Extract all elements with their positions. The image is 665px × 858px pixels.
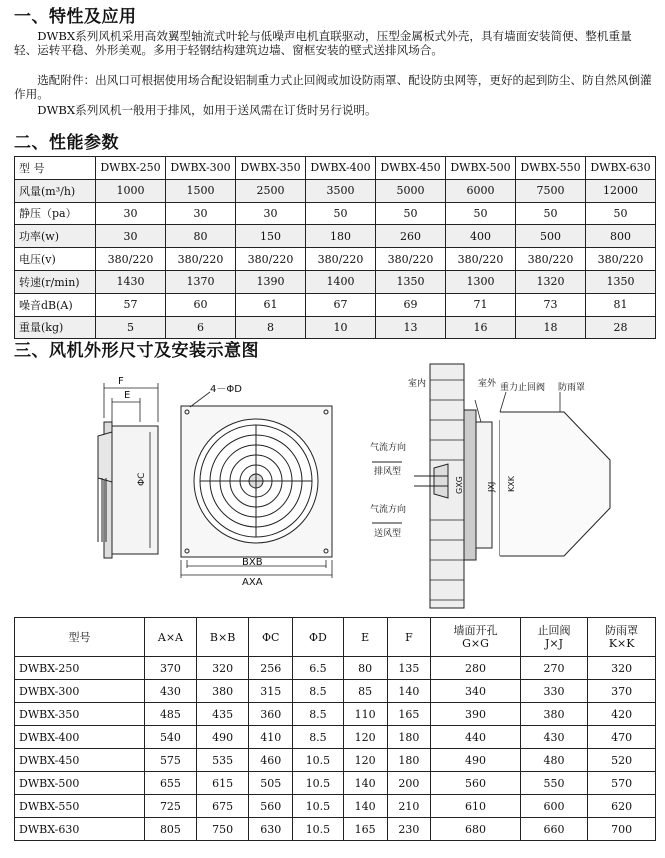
performance-cell: 180 xyxy=(306,225,376,248)
dimension-cell: 470 xyxy=(588,726,656,749)
dimension-row xyxy=(15,726,656,749)
section-2-title: 二、性能参数 xyxy=(14,133,119,153)
dimension-cell: 390 xyxy=(431,703,520,726)
performance-cell: 13 xyxy=(376,316,446,339)
dimension-cell: 380 xyxy=(520,703,588,726)
dimension-header-row xyxy=(15,618,656,657)
dimension-model-cell: DWBX-500 xyxy=(15,772,145,795)
dim-axa-label: AXA xyxy=(242,577,263,588)
dimension-cell: 360 xyxy=(249,703,293,726)
dim-kxk-label: KXK xyxy=(507,476,516,492)
performance-cell: 1320 xyxy=(516,270,586,293)
fan-dimension-diagram xyxy=(0,360,665,610)
performance-cell: 7500 xyxy=(516,179,586,202)
performance-cell: 30 xyxy=(96,225,166,248)
performance-cell: 380/220 xyxy=(306,248,376,271)
dimension-model-cell: DWBX-250 xyxy=(15,657,145,680)
performance-row xyxy=(15,248,656,271)
dimension-cell: 315 xyxy=(249,680,293,703)
performance-cell: 57 xyxy=(96,293,166,316)
dimension-header-title: ΦD xyxy=(309,630,327,644)
performance-cell: 50 xyxy=(306,202,376,225)
performance-header-model: DWBX-400 xyxy=(306,157,376,180)
dimension-header-title: F xyxy=(405,630,413,644)
feature-paragraph: DWBX系列风机采用高效翼型轴流式叶轮与低噪声电机直联驱动，压型金属板式外壳，具有墙面安装简便、整机重量轻、运转平稳、外形美观。多用于轻钢结构建筑边墙、窗框安装的壁式送排风场合。 xyxy=(14,29,632,58)
dimension-cell: 655 xyxy=(144,772,196,795)
dimension-cell: 570 xyxy=(588,772,656,795)
performance-cell: 1000 xyxy=(96,179,166,202)
performance-row-label: 噪音dB(A) xyxy=(15,293,96,316)
dimension-header-title: E xyxy=(361,630,370,644)
dimension-header-title: 止回阀 xyxy=(537,624,571,637)
dim-phic-label: ΦC xyxy=(137,472,147,486)
label-supply: 送风型 xyxy=(374,529,402,539)
performance-header-row xyxy=(15,157,656,180)
dimension-cell: 85 xyxy=(343,680,387,703)
dim-gxg-label: GXG xyxy=(455,476,464,494)
dimension-row xyxy=(15,772,656,795)
dimension-cell: 420 xyxy=(588,703,656,726)
performance-row xyxy=(15,225,656,248)
dimension-cell: 340 xyxy=(431,680,520,703)
performance-cell: 60 xyxy=(166,293,236,316)
performance-row-label: 转速(r/min) xyxy=(15,270,96,293)
dimension-header-cell xyxy=(249,618,293,657)
performance-cell: 150 xyxy=(236,225,306,248)
dim-jxj-label: JXJ xyxy=(487,481,496,492)
dimension-cell: 210 xyxy=(387,795,431,818)
dimension-cell: 370 xyxy=(588,680,656,703)
performance-cell: 380/220 xyxy=(586,248,656,271)
dimension-cell: 480 xyxy=(520,749,588,772)
side-view xyxy=(98,383,158,558)
performance-cell: 30 xyxy=(236,202,306,225)
performance-row xyxy=(15,270,656,293)
dimension-cell: 10.5 xyxy=(293,772,344,795)
dimension-row xyxy=(15,795,656,818)
dimension-cell: 620 xyxy=(588,795,656,818)
performance-row xyxy=(15,202,656,225)
front-view xyxy=(181,392,332,578)
dimension-row xyxy=(15,749,656,772)
performance-header-model: DWBX-630 xyxy=(586,157,656,180)
dimension-cell: 505 xyxy=(249,772,293,795)
performance-cell: 2500 xyxy=(236,179,306,202)
performance-cell: 1350 xyxy=(376,270,446,293)
performance-cell: 3500 xyxy=(306,179,376,202)
dimension-cell: 550 xyxy=(520,772,588,795)
performance-cell: 28 xyxy=(586,316,656,339)
dimension-header-cell xyxy=(520,618,588,657)
performance-cell: 500 xyxy=(516,225,586,248)
dimension-cell: 6.5 xyxy=(293,657,344,680)
dimension-cell: 8.5 xyxy=(293,703,344,726)
dimension-table xyxy=(14,617,656,841)
dimension-model-cell: DWBX-550 xyxy=(15,795,145,818)
dim-f-label: F xyxy=(118,376,124,387)
performance-cell: 6000 xyxy=(446,179,516,202)
label-outdoor: 室外 xyxy=(478,379,497,389)
performance-cell: 50 xyxy=(376,202,446,225)
dimension-cell: 165 xyxy=(387,703,431,726)
dimension-cell: 120 xyxy=(343,749,387,772)
dim-e-label: E xyxy=(124,390,131,401)
performance-header-model: DWBX-450 xyxy=(376,157,446,180)
performance-cell: 380/220 xyxy=(376,248,446,271)
performance-row xyxy=(15,179,656,202)
usage-paragraph: DWBX系列风机一般用于排风，如用于送风需在订货时另行说明。 xyxy=(37,103,377,117)
performance-cell: 1390 xyxy=(236,270,306,293)
performance-cell: 16 xyxy=(446,316,516,339)
dimension-cell: 435 xyxy=(196,703,248,726)
performance-cell: 1370 xyxy=(166,270,236,293)
performance-cell: 1300 xyxy=(446,270,516,293)
dimension-cell: 750 xyxy=(196,818,248,841)
performance-cell: 400 xyxy=(446,225,516,248)
performance-header-model: DWBX-500 xyxy=(446,157,516,180)
performance-cell: 1350 xyxy=(586,270,656,293)
performance-row-label: 重量(kg) xyxy=(15,316,96,339)
dimension-cell: 230 xyxy=(387,818,431,841)
accessory-paragraph: 选配附件：出风口可根据使用场合配设铝制重力式止回阀或加设防雨罩、配设防虫网等，更好的起到防尘、防自然风倒灌作用。 xyxy=(14,73,652,102)
dimension-header-cell xyxy=(196,618,248,657)
dimension-cell: 660 xyxy=(520,818,588,841)
dimension-cell: 680 xyxy=(431,818,520,841)
dimension-cell: 575 xyxy=(144,749,196,772)
performance-cell: 81 xyxy=(586,293,656,316)
dimension-cell: 430 xyxy=(144,680,196,703)
dimension-header-cell xyxy=(343,618,387,657)
dimension-header-subtitle: J×J xyxy=(545,637,564,650)
performance-cell: 260 xyxy=(376,225,446,248)
dimension-header-title: B×B xyxy=(209,630,236,644)
performance-cell: 50 xyxy=(446,202,516,225)
dimension-cell: 490 xyxy=(431,749,520,772)
dimension-cell: 135 xyxy=(387,657,431,680)
performance-cell: 380/220 xyxy=(166,248,236,271)
dimension-cell: 165 xyxy=(343,818,387,841)
dimension-cell: 270 xyxy=(520,657,588,680)
dimension-cell: 120 xyxy=(343,726,387,749)
dimension-cell: 410 xyxy=(249,726,293,749)
performance-cell: 380/220 xyxy=(236,248,306,271)
dimension-cell: 256 xyxy=(249,657,293,680)
dimension-header-title: 型号 xyxy=(68,630,91,644)
performance-cell: 380/220 xyxy=(446,248,516,271)
performance-row xyxy=(15,293,656,316)
dimension-header-title: 墙面开孔 xyxy=(453,624,498,637)
dim-bxb-label: BXB xyxy=(242,557,263,568)
dimension-header-subtitle: G×G xyxy=(462,637,489,650)
dimension-cell: 140 xyxy=(343,772,387,795)
dimension-model-cell: DWBX-400 xyxy=(15,726,145,749)
dimension-model-cell: DWBX-300 xyxy=(15,680,145,703)
dimension-cell: 330 xyxy=(520,680,588,703)
dimension-cell: 10.5 xyxy=(293,795,344,818)
performance-row-label: 静压（pa） xyxy=(15,202,96,225)
dimension-header-title: ΦC xyxy=(262,630,280,644)
dimension-row xyxy=(15,818,656,841)
performance-cell: 69 xyxy=(376,293,446,316)
performance-cell: 5000 xyxy=(376,179,446,202)
performance-row-label: 功率(w) xyxy=(15,225,96,248)
performance-table xyxy=(14,156,656,339)
performance-cell: 80 xyxy=(166,225,236,248)
performance-cell: 50 xyxy=(516,202,586,225)
performance-cell: 50 xyxy=(586,202,656,225)
dimension-cell: 280 xyxy=(431,657,520,680)
section-1-title: 一、特性及应用 xyxy=(14,7,137,27)
performance-row-label: 电压(v) xyxy=(15,248,96,271)
dimension-header-cell xyxy=(387,618,431,657)
label-valve: 重力止回阀 xyxy=(500,383,546,393)
dimension-cell: 440 xyxy=(431,726,520,749)
dimension-cell: 80 xyxy=(343,657,387,680)
dimension-cell: 430 xyxy=(520,726,588,749)
dimension-cell: 675 xyxy=(196,795,248,818)
dimension-header-cell xyxy=(15,618,145,657)
dimension-model-cell: DWBX-630 xyxy=(15,818,145,841)
dimension-cell: 180 xyxy=(387,726,431,749)
dimension-header-cell xyxy=(293,618,344,657)
dimension-cell: 10.5 xyxy=(293,818,344,841)
dimension-row xyxy=(15,680,656,703)
dimension-cell: 370 xyxy=(144,657,196,680)
dimension-cell: 140 xyxy=(343,795,387,818)
performance-cell: 30 xyxy=(166,202,236,225)
dimension-model-cell: DWBX-350 xyxy=(15,703,145,726)
performance-cell: 67 xyxy=(306,293,376,316)
dimension-cell: 490 xyxy=(196,726,248,749)
dimension-cell: 485 xyxy=(144,703,196,726)
performance-header-label: 型 号 xyxy=(15,157,96,180)
dimension-cell: 320 xyxy=(588,657,656,680)
label-exhaust: 排风型 xyxy=(374,467,402,477)
performance-cell: 30 xyxy=(96,202,166,225)
performance-cell: 18 xyxy=(516,316,586,339)
dimension-header-cell xyxy=(431,618,520,657)
performance-cell: 71 xyxy=(446,293,516,316)
dimension-cell: 725 xyxy=(144,795,196,818)
label-flow-2: 气流方向 xyxy=(370,505,407,515)
section-3-title: 三、风机外形尺寸及安装示意图 xyxy=(14,341,259,361)
dimension-cell: 180 xyxy=(387,749,431,772)
dimension-cell: 600 xyxy=(520,795,588,818)
performance-cell: 8 xyxy=(236,316,306,339)
dimension-cell: 540 xyxy=(144,726,196,749)
dimension-cell: 615 xyxy=(196,772,248,795)
dimension-cell: 610 xyxy=(431,795,520,818)
label-hood: 防雨罩 xyxy=(558,383,586,393)
dimension-header-title: A×A xyxy=(157,630,183,644)
dimension-cell: 460 xyxy=(249,749,293,772)
performance-cell: 5 xyxy=(96,316,166,339)
dimension-header-subtitle: K×K xyxy=(608,637,635,650)
performance-cell: 6 xyxy=(166,316,236,339)
dimension-cell: 140 xyxy=(387,680,431,703)
dimension-cell: 535 xyxy=(196,749,248,772)
performance-header-model: DWBX-350 xyxy=(236,157,306,180)
dimension-cell: 520 xyxy=(588,749,656,772)
performance-cell: 10 xyxy=(306,316,376,339)
dimension-cell: 320 xyxy=(196,657,248,680)
dimension-cell: 630 xyxy=(249,818,293,841)
dimension-cell: 110 xyxy=(343,703,387,726)
performance-row-label: 风量(m³/h) xyxy=(15,179,96,202)
dimension-cell: 560 xyxy=(431,772,520,795)
performance-cell: 800 xyxy=(586,225,656,248)
performance-cell: 380/220 xyxy=(96,248,166,271)
performance-cell: 1500 xyxy=(166,179,236,202)
dimension-cell: 8.5 xyxy=(293,726,344,749)
dimension-row xyxy=(15,657,656,680)
dimension-header-title: 防雨罩 xyxy=(605,624,639,637)
dimension-header-cell xyxy=(588,618,656,657)
performance-cell: 73 xyxy=(516,293,586,316)
dimension-cell: 8.5 xyxy=(293,680,344,703)
dimension-cell: 700 xyxy=(588,818,656,841)
performance-cell: 380/220 xyxy=(516,248,586,271)
label-flow-1: 气流方向 xyxy=(370,443,407,453)
dimension-cell: 560 xyxy=(249,795,293,818)
dim-holes-label: 4－ΦD xyxy=(210,384,242,395)
performance-cell: 1430 xyxy=(96,270,166,293)
label-indoor: 室内 xyxy=(408,379,427,389)
performance-cell: 61 xyxy=(236,293,306,316)
performance-header-model: DWBX-300 xyxy=(166,157,236,180)
dimension-model-cell: DWBX-450 xyxy=(15,749,145,772)
dimension-cell: 10.5 xyxy=(293,749,344,772)
performance-header-model: DWBX-550 xyxy=(516,157,586,180)
dimension-cell: 380 xyxy=(196,680,248,703)
performance-cell: 1400 xyxy=(306,270,376,293)
performance-header-model: DWBX-250 xyxy=(96,157,166,180)
performance-cell: 12000 xyxy=(586,179,656,202)
dimension-header-cell xyxy=(144,618,196,657)
dimension-cell: 200 xyxy=(387,772,431,795)
dimension-row xyxy=(15,703,656,726)
dimension-cell: 805 xyxy=(144,818,196,841)
